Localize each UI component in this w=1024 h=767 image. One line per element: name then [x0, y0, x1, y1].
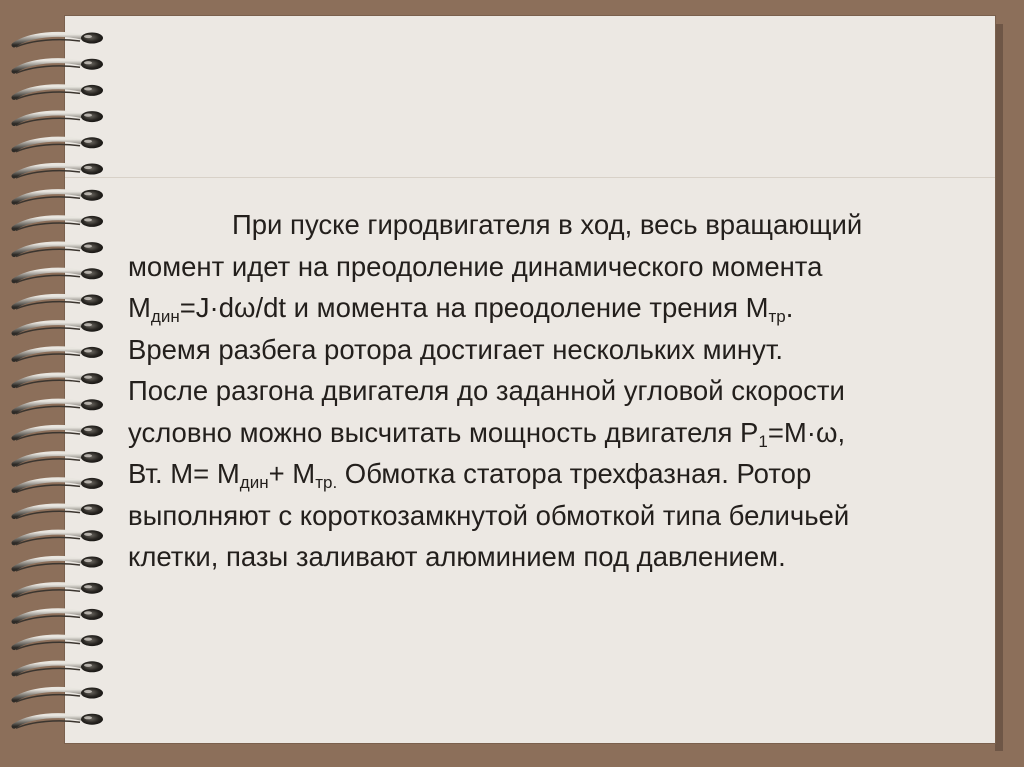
binding-ring [14, 190, 103, 205]
binding-ring [14, 661, 103, 676]
text-line-7 [128, 453, 968, 495]
power-subscript: 1 [758, 431, 768, 451]
friction-subscript: тр [768, 307, 786, 326]
power-text: условно можно высчитать мощность двигателя P [128, 416, 759, 448]
formula-text: =J·dω/dt и момента на преодоление трения М [179, 292, 769, 323]
binding-ring [14, 85, 103, 100]
torque-sum-start: Вт. М= М [128, 458, 240, 489]
binding-ring [14, 59, 103, 74]
stator-text: Обмотка статора трехфазная. Ротор [337, 458, 812, 489]
text-line-1-content: При пуске гиродвигателя в ход, весь вращающий [232, 209, 863, 240]
text-line-8: выполняют с короткозамкнутой обмоткой типа беличьей [128, 499, 850, 531]
binding-ring [14, 268, 103, 283]
binding-ring [14, 242, 103, 257]
binding-ring [14, 688, 103, 703]
binding-ring [14, 33, 103, 48]
binding-ring [14, 164, 103, 179]
binding-ring [14, 478, 103, 493]
text-line-4: Время разбега ротора достигает нескольких минут. [128, 333, 784, 365]
slide-paragraph [128, 204, 968, 578]
binding-ring [14, 583, 103, 598]
dyn-subscript: дин [150, 307, 180, 326]
text-line-3 [128, 287, 968, 329]
binding-ring [14, 557, 103, 572]
binding-ring [14, 426, 103, 441]
power-formula: =M·ω, [767, 416, 846, 448]
page-divider [65, 177, 995, 178]
text-line-1 [128, 204, 968, 246]
binding-ring [14, 321, 103, 336]
dyn-subscript-2: дин [239, 473, 269, 492]
text-line-5: После разгона двигателя до заданной угловой скорости [128, 375, 845, 406]
spiral-binding [0, 0, 140, 767]
binding-ring [14, 137, 103, 152]
text-line-2: момент идет на преодоление динамического момента [128, 250, 823, 282]
text-line-6 [128, 412, 968, 454]
binding-ring [14, 295, 103, 310]
m-symbol: М [128, 292, 151, 323]
friction-subscript-2: тр. [315, 473, 338, 492]
binding-ring [14, 609, 103, 624]
binding-ring [14, 373, 103, 388]
binding-ring [14, 635, 103, 650]
line3-end: . [785, 292, 794, 323]
binding-ring [14, 452, 103, 467]
binding-ring [14, 714, 103, 729]
binding-ring [14, 399, 103, 414]
binding-ring [14, 504, 103, 518]
text-line-9: клетки, пазы заливают алюминием под давлением. [128, 541, 786, 572]
page-shadow [995, 24, 1003, 751]
binding-ring [14, 111, 103, 126]
binding-ring [14, 216, 103, 231]
torque-sum-mid: + М [268, 458, 316, 489]
binding-ring [14, 347, 103, 362]
binding-ring [14, 530, 103, 545]
